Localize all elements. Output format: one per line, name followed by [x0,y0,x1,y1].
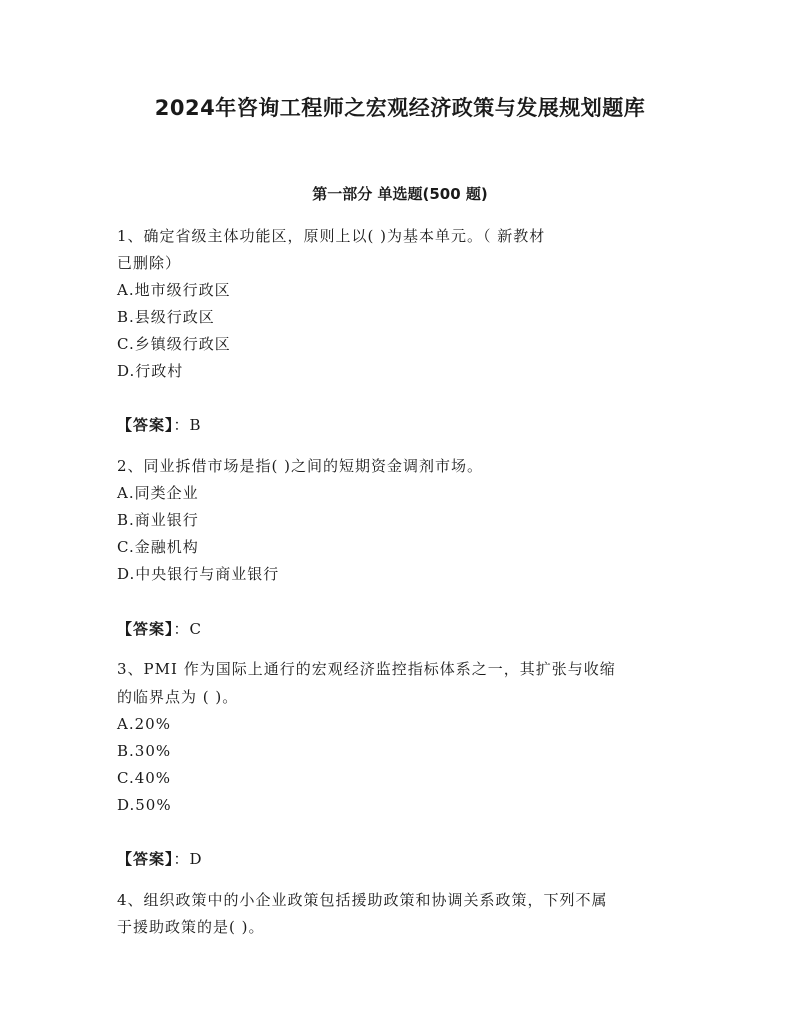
answer-value: ：B [173,416,202,434]
question-2-answer [117,616,687,642]
question-2-option-a: A.同类企业 [117,484,199,502]
question-3-option-a: A.20% [117,715,171,733]
question-1-answer [117,412,687,438]
question-2-stem-line-1: 2、同业拆借市场是指( )之间的短期资金调剂市场。 [117,457,484,475]
question-3-answer [117,846,687,872]
answer-label: 【答案】 [117,850,174,868]
section-heading: 第一部分 单选题(500 题) [312,185,488,203]
question-3-option-b: B.30% [117,742,172,760]
page-title: 2024年咨询工程师之宏观经济政策与发展规划题库 [154,96,646,120]
question-3-option-d: D.50% [117,796,172,814]
question-3-option-c: C.40% [117,769,172,787]
question-1-option-d: D.行政村 [117,362,184,380]
question-1-option-c: C.乡镇级行政区 [117,335,231,353]
question-2-option-c: C.金融机构 [117,538,199,556]
answer-label: 【答案】 [117,620,174,638]
question-3-stem-line-1: 3、PMI 作为国际上通行的宏观经济监控指标体系之一，其扩张与收缩 [117,660,616,678]
question-1-stem-line-2: 已删除） [117,254,182,272]
question-2-option-d: D.中央银行与商业银行 [117,565,280,583]
question-4-stem-line-2: 于援助政策的是( )。 [117,918,265,936]
question-1-stem-line-1: 1、确定省级主体功能区，原则上以( )为基本单元。（ 新教材 [117,227,546,245]
answer-label: 【答案】 [117,416,174,434]
question-1-option-b: B.县级行政区 [117,308,215,326]
question-2-option-b: B.商业银行 [117,511,199,529]
question-4-stem-line-1: 4、组织政策中的小企业政策包括援助政策和协调关系政策，下列不属 [117,891,608,909]
question-1-option-a: A.地市级行政区 [117,281,231,299]
answer-value: ：D [173,850,203,868]
answer-value: ：C [173,620,202,638]
question-3-stem-line-2: 的临界点为 ( )。 [117,688,239,706]
